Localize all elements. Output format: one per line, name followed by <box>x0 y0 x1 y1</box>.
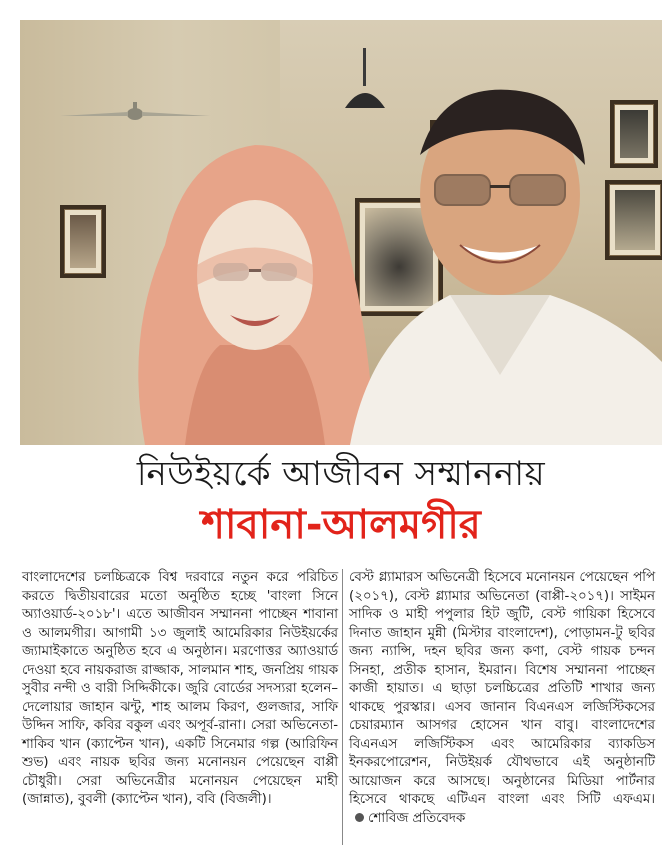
news-photo <box>20 20 662 445</box>
article-column-right <box>349 569 655 828</box>
man-portrait <box>310 75 662 445</box>
byline-text: শোবিজ প্রতিবেদক <box>368 810 466 826</box>
headline-line-2: শাবানা-আলমগীর <box>201 502 481 548</box>
headline-line-1: নিউইয়র্কে আজীবন সম্মাননায় <box>136 454 546 494</box>
bullet-icon <box>355 813 364 822</box>
article-column-left <box>22 569 338 810</box>
column-divider <box>342 569 343 845</box>
article-paragraph-right-text: বেস্ট গ্ল্যামারস অভিনেত্রী হিসেবে মনোনয়ন পেয়েছেন পপি (২০১৭), বেস্ট গ্ল্যামার অভিনেতা (বাপ্পী-২০১৭)। সাইমন সাদিক ও মাহী পপুলার হিট জুটি, বেস্ট গায়িকা হিসেবে দিনাত জাহান মুন্নী (মিস্টার বাংলাদেশ), পোড়ামন-টু ছবির জন্য ন্যান্সি, দহন ছবির জন্য কণা, বেস্ট গায়ক চন্দন সিনহা, প্রতীক হাসান, ইমরান। বিশেষ সম্মাননা পাচ্ছেন কাজী হায়াত। এ ছাড়া চলচ্চিত্রের প্রতিটি শাখার জন্য থাকছে পুরস্কার। এসব জানান বিএনএস লজিস্টিকসের চেয়ারম্যান আসগর হোসেন খান বাবু। বাংলাদেশের বিএনএস লজিস্টিকস এবং আমেরিকার ব্যাকডিস ইনকরপোরেশন, নিউইয়র্ক যৌথভাবে এই অনুষ্ঠানটি আয়োজন করে আসছে। অনুষ্ঠানের মিডিয়া পার্টনার হিসেবে থাকছে এটিএন বাংলা এবং সিটি এফএম। <box>349 570 655 807</box>
article-paragraph-left: বাংলাদেশের চলচ্চিত্রকে বিশ্ব দরবারে নতুন করে পরিচিত করতে দ্বিতীয়বারের মতো অনুষ্ঠিত হচ্ছে 'বাংলা সিনে অ্যাওয়ার্ড-২০১৮'। এতে আজীবন সম্মাননা পাচ্ছেন শাবানা ও আলমগীর। আগামী ১৩ জুলাই আমেরিকার নিউইয়র্কের জ্যামাইকাতে অনুষ্ঠিত হবে এ অনুষ্ঠান। মরণোত্তর অ্যাওয়ার্ড দেওয়া হবে নায়করাজ রাজ্জাক, সালমান শাহ, জনপ্রিয় গায়ক সুবীর নন্দী ও বারী সিদ্দিকীকে। জুরি বোর্ডের সদস্যরা হলেন– দেলোয়ার জাহান ঝন্টু, শাহ আলম কিরণ, গুলজার, সাফি উদ্দিন সাফি, কবির বকুল এবং অপূর্ব-রানা। সেরা অভিনেতা- শাকিব খান (ক্যাপ্টেন খান), একটি সিনেমার গল্প (আরিফিন শুভ) এবং নায়ক ছবির জন্য মনোনয়ন পেয়েছেন বাপ্পী চৌধুরী। সেরা অভিনেত্রীর মনোনয়ন পেয়েছেন মাহী (জান্নাত), বুবলী (ক্যাপ্টেন খান), ববি (বিজলী)। <box>22 570 338 807</box>
byline <box>349 811 465 826</box>
article-paragraph-right <box>349 569 655 828</box>
headline-block <box>20 452 662 550</box>
wall-frame <box>60 205 106 278</box>
